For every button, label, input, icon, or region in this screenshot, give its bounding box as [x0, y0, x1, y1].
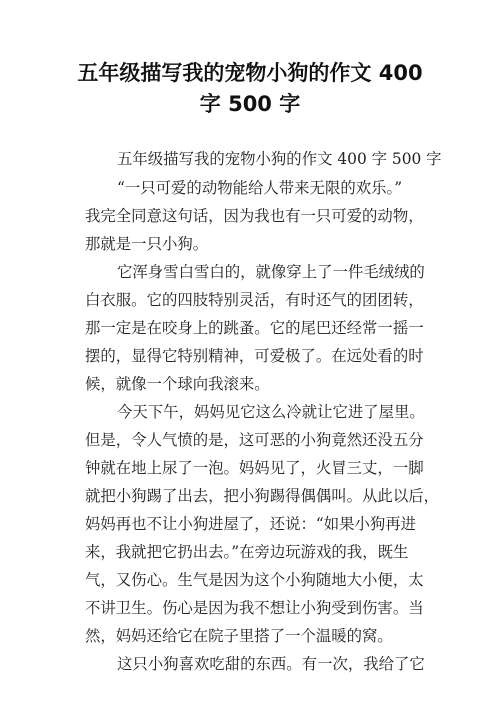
body-line: 但是，令人气愤的是，这可恶的小狗竟然还没五分 — [85, 431, 424, 449]
body-line: 钟就在地上尿了一泡。妈妈见了，火冒三丈，一脚 — [85, 459, 424, 477]
body-line: 就把小狗踢了出去，把小狗踢得偶偶叫。从此以后， — [85, 487, 439, 505]
body-line: 那就是一只小狗。 — [85, 235, 209, 253]
body-line: 摆的，显得它特别精神，可爱极了。在远处看的时 — [85, 347, 424, 365]
body-line: 这只小狗喜欢吃甜的东西。有一次，我给了它 — [117, 655, 425, 673]
body-line: 今天下午，妈妈见它这么冷就让它进了屋里。 — [117, 403, 425, 421]
body-line: 妈妈再也不让小狗进屋了，还说：“如果小狗再进 — [85, 515, 417, 533]
body-line: 来，我就把它扔出去。”在旁边玩游戏的我，既生 — [85, 543, 409, 561]
body-line: 它浑身雪白雪白的，就像穿上了一件毛绒绒的 — [117, 263, 425, 281]
body-line: 然，妈妈还给它在院子里搭了一个温暖的窝。 — [85, 627, 393, 645]
title-line-1: 五年级描写我的宠物小狗的作文 400 — [77, 61, 423, 85]
body-line: “一只可爱的动物能给人带来无限的欢乐。” — [117, 179, 403, 197]
document-title — [40, 58, 460, 120]
title-line-2: 字 500 字 — [199, 92, 301, 116]
body-line: 候，就像一个球向我滚来。 — [85, 375, 270, 393]
body-line: 不讲卫生。伤心是因为我不想让小狗受到伤害。当 — [85, 599, 424, 617]
body-line: 我完全同意这句话，因为我也有一只可爱的动物， — [85, 207, 424, 225]
body-line: 白衣服。它的四肢特别灵活，有时还气的团团转， — [85, 291, 424, 309]
body-line: 那一定是在咬身上的跳蚤。它的尾巴还经常一摇一 — [85, 319, 424, 337]
body-line: 气，又伤心。生气是因为这个小狗随地大小便，太 — [85, 571, 424, 589]
body-line: 五年级描写我的宠物小狗的作文 400 字 500 字 — [117, 150, 442, 168]
